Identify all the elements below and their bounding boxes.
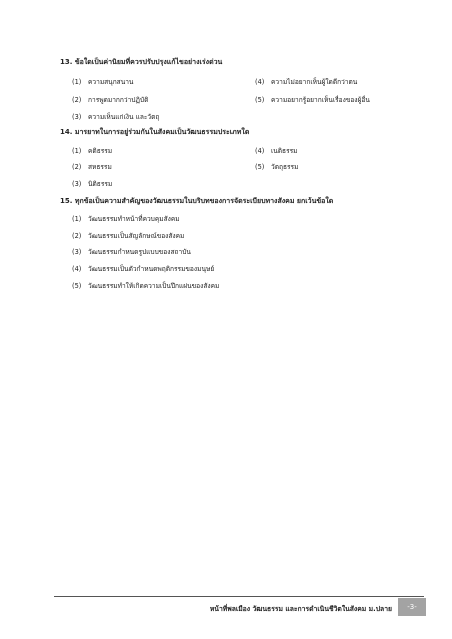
option-13-3[interactable]: [72, 111, 159, 122]
option-15-5[interactable]: [72, 280, 219, 291]
option-15-4[interactable]: [72, 263, 214, 274]
question-text: ทุกข้อเป็นความสำคัญของวัฒนธรรมในบริบทของการจัดระเบียบทางสังคม ยกเว้นข้อใด: [74, 197, 334, 205]
option-14-3[interactable]: [72, 178, 112, 189]
option-13-4[interactable]: [255, 76, 357, 87]
option-number: (3): [72, 113, 82, 121]
option-text: นิติธรรม: [88, 180, 113, 188]
option-number: (1): [72, 147, 82, 155]
option-number: (5): [255, 163, 265, 171]
option-15-3[interactable]: [72, 246, 191, 257]
option-text: ความสนุกสนาน: [88, 78, 134, 86]
question-text: ข้อใดเป็นค่านิยมที่ควรปรับปรุงแก้ไขอย่างเร่งด่วน: [74, 58, 223, 66]
option-15-1[interactable]: [72, 213, 180, 224]
option-14-1[interactable]: [72, 145, 112, 156]
option-number: (2): [72, 163, 82, 171]
option-number: (5): [255, 96, 265, 104]
page-number: -3-: [407, 603, 417, 611]
option-text: สหธรรม: [88, 163, 112, 171]
option-number: (2): [72, 232, 82, 240]
question-number: 15.: [60, 197, 73, 205]
option-text: เนติธรรม: [271, 147, 298, 155]
footer-divider: [54, 596, 424, 597]
question-number: 13.: [60, 58, 73, 66]
option-text: ความไม่อยากเห็นผู้ใดดีกว่าตน: [271, 78, 358, 86]
option-text: วัฒนธรรมเป็นสัญลักษณ์ของสังคม: [88, 232, 185, 240]
page-number-badge: [398, 598, 426, 616]
question-text: มารยาทในการอยู่ร่วมกันในสังคมเป็นวัฒนธรรมประเภทใด: [74, 128, 250, 136]
option-number: (1): [72, 78, 82, 86]
footer-title: หน้าที่พลเมือง วัฒนธรรม และการดำเนินชีวิตในสังคม ม.ปลาย: [209, 605, 392, 613]
option-13-5[interactable]: [255, 94, 370, 105]
option-14-4[interactable]: [255, 145, 298, 156]
option-text: วัฒนธรรมทำหน้าที่ควบคุมสังคม: [88, 215, 180, 223]
option-number: (4): [255, 147, 265, 155]
option-text: การพูดมากกว่าปฏิบัติ: [88, 96, 149, 104]
option-15-2[interactable]: [72, 230, 184, 241]
option-number: (1): [72, 215, 82, 223]
option-14-2[interactable]: [72, 161, 112, 172]
option-number: (4): [255, 78, 265, 86]
option-13-2[interactable]: [72, 94, 148, 105]
option-number: (3): [72, 248, 82, 256]
option-text: ความอยากรู้อยากเห็นเรื่องของผู้อื่น: [271, 96, 370, 104]
question-14: [60, 127, 420, 138]
option-14-5[interactable]: [255, 161, 298, 172]
option-text: วัฒนธรรมกำหนดรูปแบบของสถาบัน: [88, 248, 191, 256]
question-number: 14.: [60, 128, 73, 136]
option-text: วัฒนธรรมเป็นตัวกำหนดพฤติกรรมของมนุษย์: [88, 265, 215, 273]
option-text: ความเห็นแก่เงิน และวัตถุ: [88, 113, 160, 121]
question-13: [60, 57, 420, 68]
option-number: (3): [72, 180, 82, 188]
option-text: วัตถุธรรม: [271, 163, 299, 171]
option-number: (4): [72, 265, 82, 273]
option-text: วัฒนธรรมทำให้เกิดความเป็นปึกแผ่นของสังคม: [88, 282, 220, 290]
option-number: (2): [72, 96, 82, 104]
option-number: (5): [72, 282, 82, 290]
option-13-1[interactable]: [72, 76, 133, 87]
question-15: [60, 196, 420, 207]
option-text: คติธรรม: [88, 147, 113, 155]
